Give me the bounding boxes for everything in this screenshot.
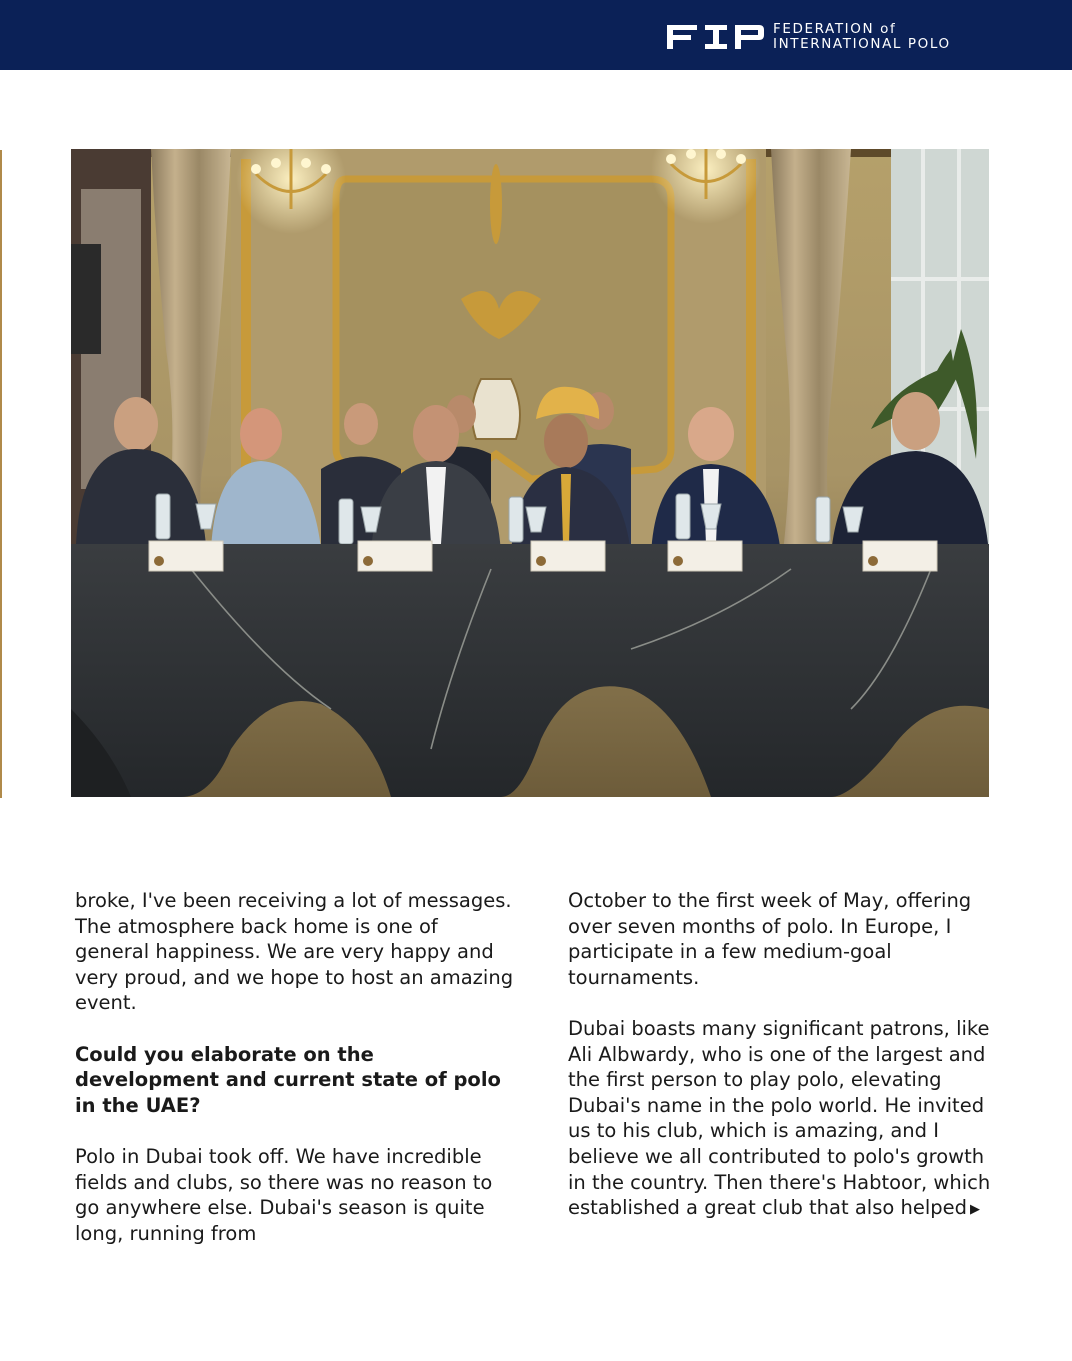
paragraph [568,1016,1008,1223]
paragraph: broke, I've been receiving a lot of messages. The atmosphere back home is one of general happiness. We are very happy and very proud, and we hope to host an amazing event. [75,889,514,1015]
logo-line-2: INTERNATIONAL POLO [773,36,951,52]
paragraph: October to the first week of May, offering over seven months of polo. In Europe, I participate in a few medium-goal tournaments. [568,889,972,989]
triangle-right-icon[interactable]: ▶ [970,1202,981,1218]
article-column-right [568,888,1008,1248]
panel-meeting-photo [71,149,989,797]
previous-photo-edge [0,150,2,798]
fip-logo[interactable] [667,22,951,52]
paragraph: Polo in Dubai took off. We have incredible fields and clubs, so there was no reason to go anywhere else. Dubai's season is quite long, running from [75,1144,493,1245]
fip-logo-mark [667,23,765,51]
photo-illustration [71,149,989,797]
paragraph-text: Dubai boasts many significant patrons, like Ali Albwardy, who is one of the largest and the first person to play polo, elevating Dubai's name in the polo world. He invited us to his club, which is amazing, and I believe we all contributed to polo's growth in the country. Then there's Habtoor, which established a great club that also helped [568,1016,991,1220]
top-banner [0,0,1072,70]
interview-question: Could you elaborate on the development and current state of polo in the UAE? [75,1042,501,1117]
logo-line-1: FEDERATION of [773,21,897,37]
logo-wordmark [773,22,951,52]
article-column-left [75,888,515,1272]
